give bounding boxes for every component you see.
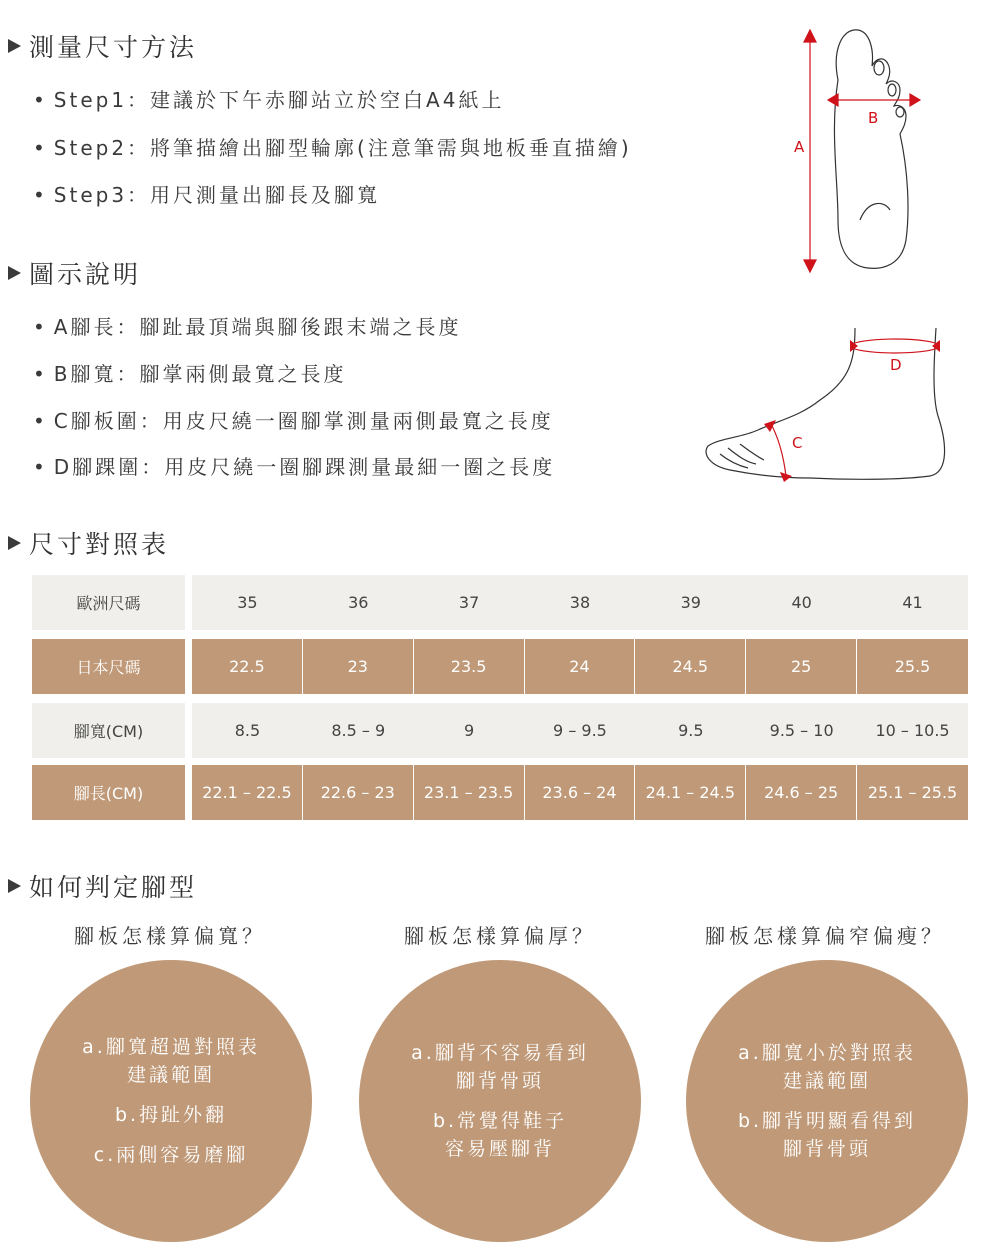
table-cell: 8.5 [192,703,303,758]
table-cell: 24.5 [635,639,746,694]
diagram-label-b: B [868,109,879,127]
diagram-label-a: A [794,138,805,156]
table-cell: 22.5 [192,639,303,694]
table-row-jp [32,639,968,694]
foot-sole-illustration [780,20,940,280]
diagram-item-c: • C腳板圍：用皮尺繞一圈腳掌測量兩側最寬之長度 [33,409,554,433]
measure-step-1: • Step1：建議於下午赤腳站立於空白A4紙上 [33,88,505,112]
foot-type-circle-wide [30,960,312,1242]
table-cell: 37 [414,575,525,630]
foot-type-item: b.腳背明顯看得到 腳背骨頭 [737,1110,917,1160]
table-cell: 41 [857,575,968,630]
foot-type-circle-thick [359,960,641,1242]
foot-type-item: b.拇趾外翻 [114,1104,228,1126]
diagram-item-a: • A腳長：腳趾最頂端與腳後跟末端之長度 [33,315,462,339]
table-cell: 38 [525,575,636,630]
table-cell: 23.1 – 23.5 [414,765,525,820]
diagram-item-d: • D腳踝圍：用皮尺繞一圈腳踝測量最細一圈之長度 [33,455,556,479]
table-cell: 9 – 9.5 [525,703,636,758]
table-cell: 25 [746,639,857,694]
table-cell: 25.5 [857,639,968,694]
table-cell: 9.5 [635,703,746,758]
row-label-length: 腳長(CM) [32,765,192,820]
foot-type-item: a.腳寬小於對照表 建議範圍 [738,1042,916,1092]
table-cell: 23.5 [414,639,525,694]
foot-type-item: b.常覺得鞋子 容易壓腳背 [432,1110,568,1160]
table-cell: 39 [635,575,746,630]
table-cell: 9.5 – 10 [746,703,857,758]
triangle-bullet-icon [8,266,21,280]
foot-type-item: c.兩側容易磨腳 [93,1144,249,1166]
table-row-eu [32,575,968,630]
row-label-jp: 日本尺碼 [32,639,192,694]
section-title-foottype: 如何判定腳型 [8,868,197,904]
foot-type-circle-narrow [686,960,968,1242]
table-row-length [32,765,968,820]
row-label-eu: 歐洲尺碼 [32,575,192,630]
triangle-bullet-icon [8,536,21,550]
table-cell: 25.1 – 25.5 [857,765,968,820]
table-cell: 8.5 – 9 [303,703,414,758]
foot-type-item: a.腳寬超過對照表 建議範圍 [82,1036,260,1086]
triangle-bullet-icon [8,39,21,53]
table-cell: 22.6 – 23 [303,765,414,820]
row-label-width: 腳寬(CM) [32,703,192,758]
measure-step-3: • Step3：用尺測量出腳長及腳寬 [33,183,381,207]
foot-type-item: a.腳背不容易看到 腳背骨頭 [411,1042,589,1092]
measure-step-2: • Step2：將筆描繪出腳型輪廓(注意筆需與地板垂直描繪) [33,136,632,160]
table-cell: 10 – 10.5 [857,703,968,758]
diagram-item-b: • B腳寬：腳掌兩側最寬之長度 [33,362,347,386]
table-cell: 24.6 – 25 [746,765,857,820]
table-cell: 36 [303,575,414,630]
triangle-bullet-icon [8,879,21,893]
section-title-table: 尺寸對照表 [8,525,169,561]
table-cell: 22.1 – 22.5 [192,765,303,820]
foot-type-title-narrow: 腳板怎樣算偏窄偏瘦？ [705,924,945,948]
table-cell: 23.6 – 24 [525,765,636,820]
table-cell: 24 [525,639,636,694]
section-title-diagram: 圖示說明 [8,255,141,291]
foot-type-title-thick: 腳板怎樣算偏厚？ [404,924,596,948]
section-title-measure: 測量尺寸方法 [8,28,197,64]
table-cell: 40 [746,575,857,630]
table-cell: 24.1 – 24.5 [635,765,746,820]
table-cell: 9 [414,703,525,758]
table-cell: 23 [303,639,414,694]
diagram-label-c: C [792,434,803,452]
table-cell: 35 [192,575,303,630]
diagram-label-d: D [890,356,902,374]
size-chart-table [32,575,968,820]
foot-type-title-wide: 腳板怎樣算偏寬？ [74,924,266,948]
table-row-width [32,703,968,758]
foot-side-illustration [700,320,960,490]
